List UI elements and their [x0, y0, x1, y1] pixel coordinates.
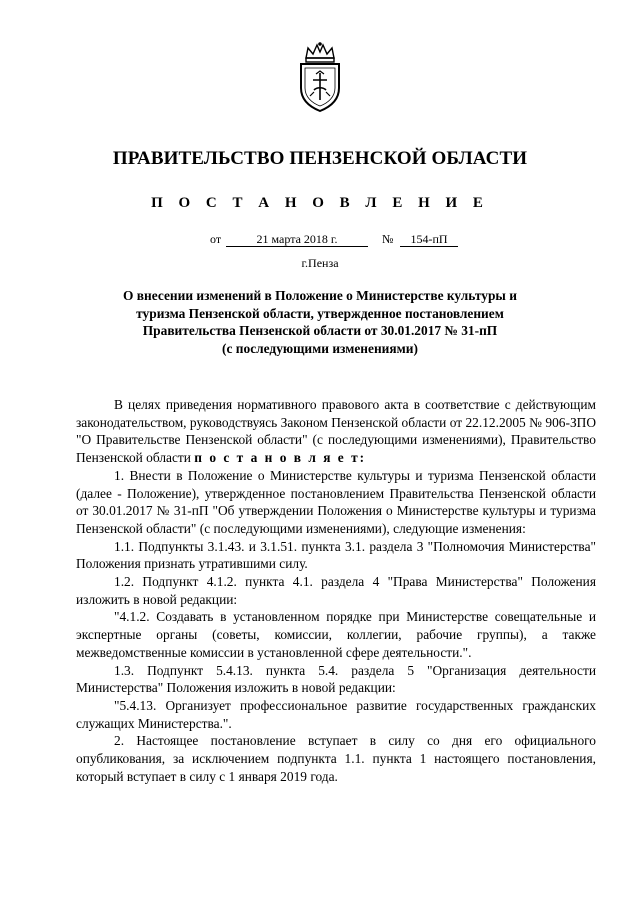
resolves-text: п о с т а н о в л я е т:	[194, 450, 367, 466]
subject-line: О внесении изменений в Положение о Министерстве культуры и	[123, 288, 517, 303]
document-number: 154-пП	[400, 232, 458, 247]
paragraph-1: 1. Внести в Положение о Министерстве культуры и туризма Пензенской области (далее - Положение), утвержденное постановлением Правительства Пензенской области от 30.01.2017 № 31-пП "Об утверждении Положения о Министерстве культуры и туризма Пензенской области" (с последующими изменениями), следующие изменения:	[76, 467, 596, 536]
intro-text: В целях приведения нормативного правового акта в соответствие с действующим законодательством, руководствуясь Законом Пензенской области от 22.12.2005 № 906-ЗПО "О Правительстве Пензенской области" (с последующими изменениями), Правительство Пензенской области	[76, 397, 596, 466]
subject-line: (с последующими изменениями)	[222, 340, 418, 356]
paragraph-2: 2. Настоящее постановление вступает в силу со дня его официального опубликования, за исключением подпункта 1.1. пункта 1 настоящего постановления, который вступает в силу с 1 января 2019 года.	[76, 733, 596, 784]
paragraph-1-3: 1.3. Подпункт 5.4.13. пункта 5.4. раздела 5 "Организация деятельности Министерства" Положения изложить в новой редакции:	[76, 662, 596, 696]
date-prefix: от	[210, 232, 222, 246]
document-body	[76, 396, 596, 785]
government-name: ПРАВИТЕЛЬСТВО ПЕНЗЕНСКОЙ ОБЛАСТИ	[112, 148, 528, 169]
paragraph-1-2-text: "4.1.2. Создавать в установленном порядке при Министерстве совещательные и экспертные органы (советы, комиссии, коллегии, рабочие группы), а также межведомственные комиссии в установленной сфере деятельности.".	[76, 609, 596, 660]
subject-line: туризма Пензенской области, утвержденное постановлением	[136, 305, 504, 321]
number-prefix: №	[382, 232, 394, 246]
paragraph-1-3-text: "5.4.13. Организует профессиональное развитие государственных гражданских служащих Министерства.".	[76, 697, 596, 731]
paragraph-1-1: 1.1. Подпункты 3.1.43. и 3.1.51. пункта 3.1. раздела 3 "Полномочия Министерства" Положения признать утратившими силу.	[76, 538, 596, 572]
subject-line: Правительства Пензенской области от 30.01.2017 № 31-пП	[142, 323, 498, 338]
penza-coat-of-arms-icon	[296, 40, 344, 114]
paragraph-1-2: 1.2. Подпункт 4.1.2. пункта 4.1. раздела 4 "Права Министерства" Положения изложить в новой редакции:	[76, 574, 596, 607]
document-type: П О С Т А Н О В Л Е Н И Е	[151, 195, 489, 211]
city: г.Пенза	[301, 256, 339, 270]
intro-paragraph	[76, 396, 596, 467]
document-subject	[100, 287, 540, 357]
document-date: 21 марта 2018 г.	[226, 232, 368, 247]
